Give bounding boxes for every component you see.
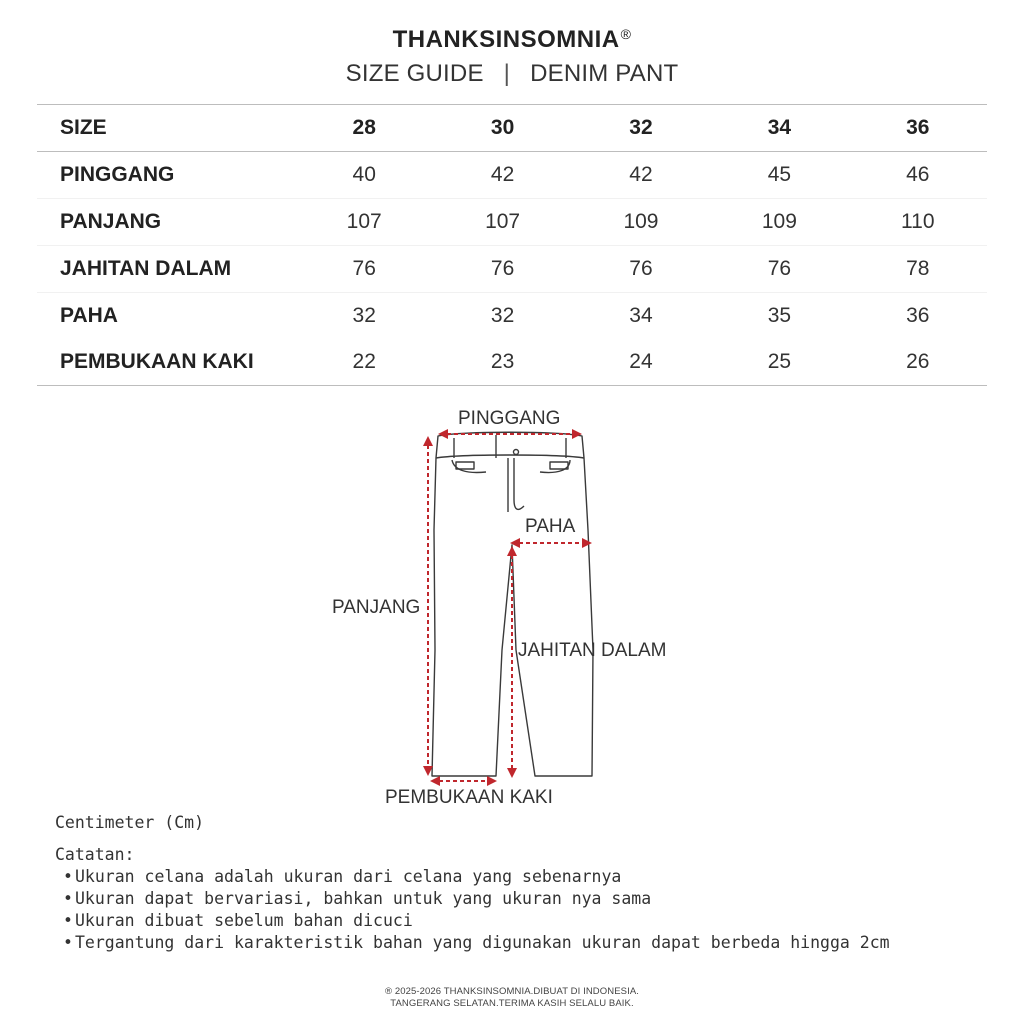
row-label-panjang: PANJANG [37,199,295,246]
table-cell: 107 [295,199,433,246]
row-label-jahitan-dalam: JAHITAN DALAM [37,246,295,293]
footer-line-1: ® 2025-2026 THANKSINSOMNIA.DIBUAT DI INDONESIA. [384,986,640,997]
fly-stitch [514,458,524,509]
table-row [37,339,987,386]
bullet: • [63,911,73,930]
coin-pocket-left [456,462,474,469]
table-cell: 26 [906,350,930,373]
size-header-label: SIZE [37,105,295,152]
size-table [37,104,987,386]
table-cell: 76 [710,246,848,293]
diagram-label-paha: PAHA [525,516,576,537]
note-text: Ukuran celana adalah ukuran dari celana yang sebenarnya [75,867,622,886]
footer-line-2: TANGERANG SELATAN.TERIMA KASIH SELALU BAIK. [390,998,634,1009]
page-subtitle [0,60,1024,88]
subtitle-size-guide: SIZE GUIDE [345,60,484,87]
table-cell: 45 [767,163,792,186]
table-row [37,199,987,246]
list-item [55,888,995,910]
row-label-paha: PAHA [37,293,295,340]
measurement-arrows [428,434,590,781]
notes-section [55,812,995,954]
table-cell: 76 [433,246,571,293]
brand-name: THANKSINSOMNIA [392,26,620,53]
size-header-cell: 34 [710,105,848,152]
note-text: Ukuran dibuat sebelum bahan dicuci [75,911,413,930]
table-cell: 25 [767,350,792,373]
table-cell: 34 [572,293,710,340]
table-cell: 36 [849,293,987,340]
notes-heading: Catatan: [55,845,135,864]
size-header-cell: 30 [433,105,571,152]
table-cell: 46 [906,163,930,186]
table-row [37,246,987,293]
waistband-line [436,455,584,458]
list-item [55,866,995,888]
table-cell: 42 [490,163,515,186]
table-cell: 76 [295,246,433,293]
pant-measurement-diagram [320,400,700,820]
table-cell: 24 [629,350,653,373]
table-cell: 76 [572,246,710,293]
table-cell: 109 [572,199,710,246]
notes-list [55,866,995,954]
row-label-pinggang: PINGGANG [60,163,175,186]
list-item [55,932,995,954]
brand-title [0,26,1024,54]
size-header-cell: 28 [295,105,433,152]
size-header-cell: 32 [572,105,710,152]
diagram-label-pembukaan-kaki: PEMBUKAAN KAKI [385,787,553,808]
diagram-label-pinggang: PINGGANG [458,408,561,429]
subtitle-product: DENIM PANT [530,60,679,87]
unit-label: Centimeter (Cm) [55,813,205,832]
waist-button [514,450,519,455]
note-text: Ukuran dapat bervariasi, bahkan untuk yang ukuran nya sama [75,889,652,908]
diagram-label-jahitan-dalam: JAHITAN DALAM [518,640,667,661]
table-cell: 40 [352,163,376,186]
row-label-pembukaan-kaki: PEMBUKAAN KAKI [60,350,254,373]
bullet: • [63,867,73,886]
registered-mark: ® [620,26,632,42]
diagram-label-panjang: PANJANG [332,597,421,618]
table-cell: 22 [352,350,376,373]
table-cell: 35 [710,293,848,340]
subtitle-separator: | [503,60,511,87]
table-cell: 109 [710,199,848,246]
table-cell: 78 [849,246,987,293]
bullet: • [63,933,73,952]
footer [0,986,1024,1010]
size-header-row [37,105,987,152]
bullet: • [63,889,73,908]
table-row [37,152,987,199]
table-cell: 42 [629,163,653,186]
size-header-cell: 36 [849,105,987,152]
table-cell: 23 [490,350,515,373]
note-text: Tergantung dari karakteristik bahan yang digunakan ukuran dapat berbeda hingga 2cm [75,933,890,952]
table-cell: 107 [433,199,571,246]
table-cell: 32 [433,293,571,340]
table-cell: 110 [849,199,987,246]
table-cell: 32 [295,293,433,340]
list-item [55,910,995,932]
table-row [37,293,987,340]
